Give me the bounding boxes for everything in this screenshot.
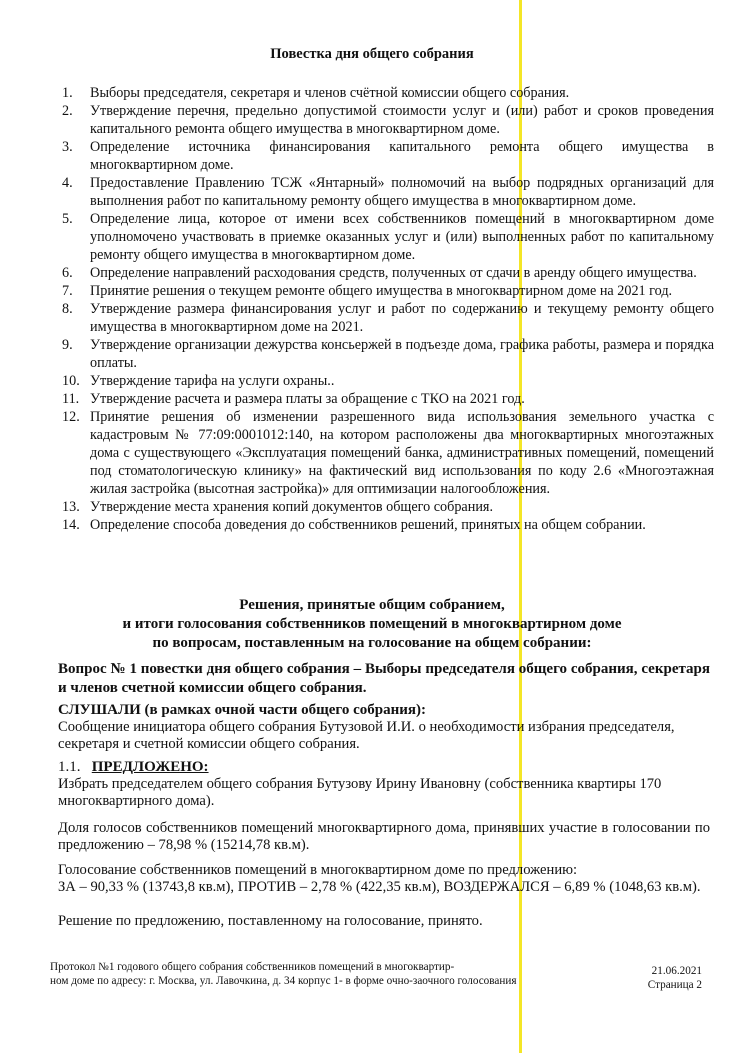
decisions-heading-line: по вопросам, поставленным на голосование на общем собрании: bbox=[152, 635, 592, 651]
agenda-item-text: Определение способа доведения до собственников решений, принятых на общем собрании. bbox=[90, 517, 646, 533]
agenda-item bbox=[62, 84, 714, 102]
agenda-item-number: 12. bbox=[62, 409, 80, 425]
agenda-item-number: 11. bbox=[62, 391, 80, 407]
agenda-item bbox=[62, 174, 714, 210]
agenda-list bbox=[62, 84, 714, 534]
agenda-item bbox=[62, 498, 714, 516]
agenda-item-text: Утверждение тарифа на услуги охраны.. bbox=[90, 373, 335, 389]
agenda-item bbox=[62, 282, 714, 300]
agenda-item-text: Утверждение расчета и размера платы за обращение с ТКО на 2021 год. bbox=[90, 391, 525, 407]
footer-date: 21.06.2021 bbox=[651, 965, 702, 977]
question-title: Вопрос № 1 повестки дня общего собрания – Выборы председателя общего собрания, секретаря и членов счетной комиссии общего собрания. bbox=[58, 661, 710, 696]
heard-text: Сообщение инициатора общего собрания Бутузовой И.И. о необходимости избрания председателя, секретаря и счетной комиссии общего собрания. bbox=[58, 719, 675, 752]
agenda-item-text: Выборы председателя, секретаря и членов счётной комиссии общего собрания. bbox=[90, 85, 570, 101]
agenda-item-text: Утверждение размера финансирования услуг и работ по содержанию и текущему ремонту общего имущества в многоквартирном доме на 2021. bbox=[90, 301, 714, 335]
agenda-item-number: 9. bbox=[62, 337, 73, 353]
agenda-item-text: Определение лица, которое от имени всех собственников помещений в многоквартирном доме уполномочено участвовать в приемке оказанных услуг и (или) выполненных работ по капитальному ремонту общего имущества в многоквартирном доме. bbox=[90, 211, 714, 263]
agenda-item-number: 8. bbox=[62, 301, 73, 317]
agenda-item bbox=[62, 138, 714, 174]
agenda-item-number: 10. bbox=[62, 373, 80, 389]
proposed-number: 1.1. bbox=[58, 759, 81, 775]
agenda-item bbox=[62, 300, 714, 336]
agenda-item bbox=[62, 390, 714, 408]
vote-share-text: Доля голосов собственников помещений многоквартирного дома, принявших участие в голосовании по предложению – 78,98 % (15214,78 кв.м). bbox=[58, 820, 710, 853]
vote-results: ЗА – 90,33 % (13743,8 кв.м), ПРОТИВ – 2,78 % (422,35 кв.м), ВОЗДЕРЖАЛСЯ – 6,89 % (1048,63 кв.м). bbox=[58, 879, 701, 895]
agenda-item bbox=[62, 516, 714, 534]
agenda-item bbox=[62, 210, 714, 264]
agenda-item-number: 3. bbox=[62, 139, 73, 155]
footer-meta bbox=[648, 964, 702, 992]
proposed-label: ПРЕДЛОЖЕНО: bbox=[91, 759, 209, 775]
agenda-item bbox=[62, 102, 714, 138]
agenda-title: Повестка дня общего собрания bbox=[270, 46, 474, 62]
agenda-item-number: 4. bbox=[62, 175, 73, 191]
agenda-item-text: Принятие решения о текущем ремонте общего имущества в многоквартирном доме на 2021 год. bbox=[90, 283, 673, 299]
agenda-item-number: 1. bbox=[62, 85, 73, 101]
decisions-heading bbox=[0, 596, 744, 653]
proposed-heading bbox=[58, 759, 710, 776]
footer-page-number: Страница 2 bbox=[647, 979, 702, 991]
agenda-item-number: 2. bbox=[62, 103, 73, 119]
footer-protocol-line: ном доме по адресу: г. Москва, ул. Лавочкина, д. 34 корпус 1- в форме очно-заочного голосования bbox=[50, 975, 517, 987]
agenda-item-text: Принятие решения об изменении разрешенного вида использования земельного участка с кадастровым № 77:09:0001012:140, на котором расположены два многоквартирных многоэтажных дома с существующего «Эксплуатация помещений банка, административных помещений, помещений под стоматологическую клинику» на фактический вид использования по коду 2.6 «Многоэтажная жилая застройка (высотная застройка)» для оптимизации налогообложения. bbox=[90, 409, 714, 497]
agenda-item bbox=[62, 408, 714, 498]
agenda-item bbox=[62, 372, 714, 390]
agenda-item-number: 5. bbox=[62, 211, 73, 227]
agenda-item-text: Утверждение организации дежурства консьержей в подъезде дома, графика работы, размера и порядка оплаты. bbox=[90, 337, 714, 371]
decisions-heading-line: и итоги голосования собственников помещений в многоквартирном доме bbox=[122, 616, 622, 632]
agenda-item-number: 7. bbox=[62, 283, 73, 299]
agenda-item-number: 6. bbox=[62, 265, 73, 281]
footer-protocol-line: Протокол №1 годового общего собрания собственников помещений в многоквартир- bbox=[50, 961, 455, 973]
decisions-heading-line: Решения, принятые общим собранием, bbox=[239, 597, 505, 613]
proposed-text: Избрать председателем общего собрания Бутузову Ирину Ивановну (собственника квартиры 170 многоквартирного дома). bbox=[58, 776, 662, 809]
agenda-item-text: Определение источника финансирования капитального ремонта общего имущества в многоквартирном доме. bbox=[90, 139, 714, 173]
agenda-item-number: 13. bbox=[62, 499, 80, 515]
agenda-item-text: Утверждение места хранения копий документов общего собрания. bbox=[90, 499, 493, 515]
agenda-item-text: Определение направлений расходования средств, полученных от сдачи в аренду общего имущества. bbox=[90, 265, 697, 281]
vote-label: Голосование собственников помещений в многоквартирном доме по предложению: bbox=[58, 862, 578, 878]
heard-label: СЛУШАЛИ (в рамках очной части общего собрания): bbox=[58, 702, 426, 718]
agenda-item bbox=[62, 264, 714, 282]
agenda-item-text: Предоставление Правлению ТСЖ «Янтарный» полномочий на выбор подрядных организаций для выполнения работ по капитальному ремонту общего имущества в многоквартирном доме. bbox=[90, 175, 714, 209]
agenda-item bbox=[62, 336, 714, 372]
agenda-item-number: 14. bbox=[62, 517, 80, 533]
footer-protocol bbox=[50, 960, 610, 988]
decision-text: Решение по предложению, поставленному на голосование, принято. bbox=[58, 913, 483, 929]
agenda-item-text: Утверждение перечня, предельно допустимой стоимости услуг и (или) работ и сроков проведения капитального ремонта общего имущества в многоквартирном доме. bbox=[90, 103, 714, 137]
